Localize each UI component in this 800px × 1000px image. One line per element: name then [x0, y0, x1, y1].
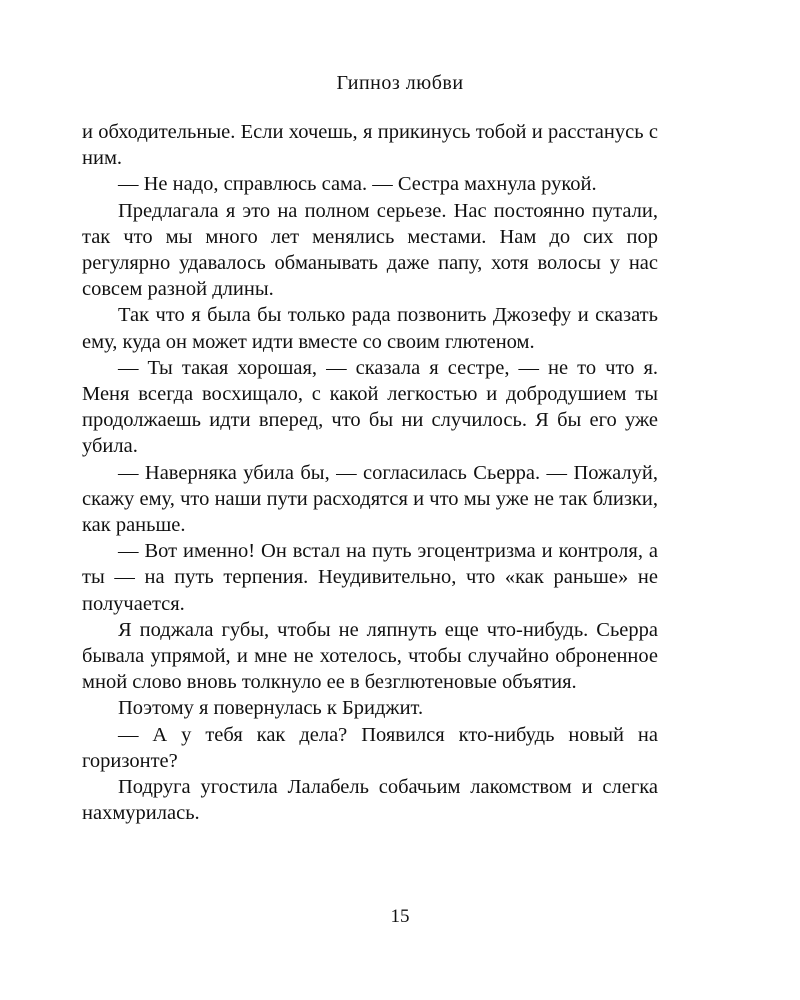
paragraph: Подруга угостила Лалабель собачьим лакомством и слегка нахмурилась. [82, 776, 658, 825]
paragraph: — Наверняка убила бы, — согласилась Сьерра. — Пожалуй, скажу ему, что наши пути расходятся и что мы уже не так близки, как раньше. [82, 461, 658, 537]
paragraph: — Вот именно! Он встал на путь эгоцентризма и контроля, а ты — на путь терпения. Неудивительно, что «как раньше» не получается. [82, 540, 658, 615]
paragraph: Поэтому я повернулась к Бриджит. [118, 697, 424, 720]
page-number: 15 [390, 906, 410, 927]
paragraph: Я поджала губы, чтобы не ляпнуть еще что-нибудь. Сьерра бывала упрямой, и мне не хотелось, чтобы случайно оброненное мной слово вновь толкнуло ее в безглютеновые объятия. [82, 618, 658, 694]
paragraph: — Ты такая хорошая, — сказала я сестре, — не то что я. Меня всегда восхищало, с какой легкостью и добродушием ты продолжаешь идти вперед, что бы ни случилось. Я бы его уже убила. [82, 356, 658, 458]
paragraph: Так что я была бы только рада позвонить Джозефу и сказать ему, куда он может идти вместе со своим глютеном. [82, 304, 658, 353]
paragraph: Предлагала я это на полном серьезе. Нас постоянно путали, так что мы много лет менялись местами. Нам до сих пор регулярно удавалось обманывать даже папу, хотя волосы у нас совсем разной длины. [82, 199, 658, 301]
running-head: Гипноз любви [336, 72, 464, 94]
paragraph: — А у тебя как дела? Появился кто-нибудь новый на горизонте? [82, 723, 658, 772]
body-text [82, 119, 658, 826]
paragraph: — Не надо, справлюсь сама. — Сестра махнула рукой. [118, 173, 597, 196]
paragraph: и обходительные. Если хочешь, я прикинусь тобой и расстанусь с ним. [82, 121, 658, 170]
